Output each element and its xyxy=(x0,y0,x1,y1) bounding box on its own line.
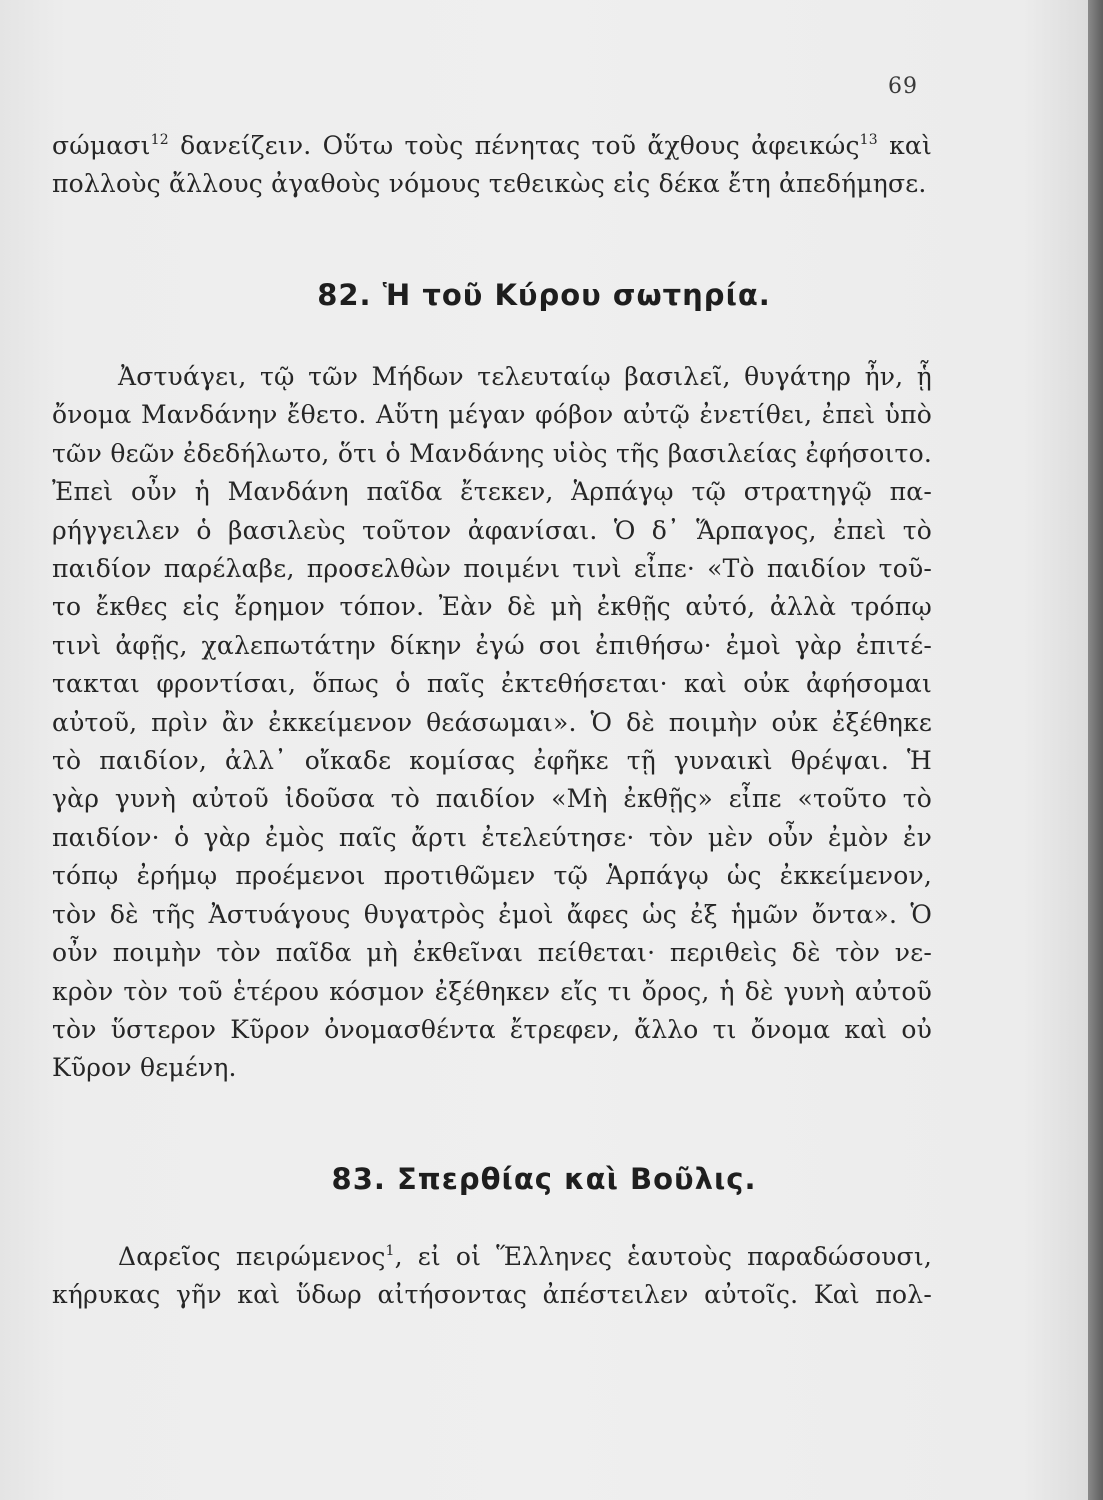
text-line: τὸν ὕστερον Κῦρον ὀνομασθέντα ἔτρεφεν, ἄλλο τι ὄνομα καὶ οὐ xyxy=(52,1014,932,1044)
section-heading: 83. Σπερθίας καὶ Βοῦλις. xyxy=(331,1162,757,1196)
footnote-marker: 1 xyxy=(385,1243,395,1259)
text-line: τῶν θεῶν ἐδεδήλωτο, ὅτι ὁ Μανδάνης υἱὸς τῆς βασιλείας ἐφήσοιτο. xyxy=(52,438,932,468)
text-line: παιδίον· ὁ γὰρ ἐμὸς παῖς ἄρτι ἐτελεύτησε· τὸν μὲν οὖν ἐμὸν ἐν xyxy=(52,822,932,852)
text-line: τόπῳ ἐρήμῳ προέμενοι προτιθῶμεν τῷ Ἁρπάγῳ ὡς ἐκκείμενον, xyxy=(52,861,932,891)
text-line: παιδίον παρέλαβε, προσελθὼν ποιμένι τινὶ εἶπε· «Τὸ παιδίον τοῦ- xyxy=(52,554,932,584)
footnote-marker: 13 xyxy=(859,132,878,148)
text-line: τινὶ ἀφῇς, χαλεπωτάτην δίκην ἐγώ σοι ἐπιθήσω· ἐμοὶ γὰρ ἐπιτέ- xyxy=(52,630,932,660)
text-line: το ἔκθες εἰς ἔρημον τόπον. Ἐὰν δὲ μὴ ἐκθῇς αὐτό, ἀλλὰ τρόπῳ xyxy=(52,592,932,622)
text-line: αὐτοῦ, πρὶν ἂν ἐκκείμενον θεάσωμαι». Ὁ δὲ ποιμὴν οὐκ ἐξέθηκε xyxy=(52,707,932,737)
page-edge xyxy=(1088,0,1103,1500)
text-line: κήρυκας γῆν καὶ ὕδωρ αἰτήσοντας ἀπέστειλεν αὐτοῖς. Καὶ πολ- xyxy=(52,1280,932,1310)
text-line: οὖν ποιμὴν τὸν παῖδα μὴ ἐκθεῖναι πείθεται· περιθεὶς δὲ τὸν νε- xyxy=(52,938,932,968)
page-number: 69 xyxy=(888,74,918,99)
section-heading: 82. Ἡ τοῦ Κύρου σωτηρία. xyxy=(317,278,771,312)
text-line: Ἀστυάγει, τῷ τῶν Μήδων τελευταίῳ βασιλεῖ, θυγάτηρ ἦν, ᾗ xyxy=(118,362,932,391)
text-line: κρὸν τὸν τοῦ ἑτέρου κόσμον ἐξέθηκεν εἴς τι ὄρος, ἡ δὲ γυνὴ αὐτοῦ xyxy=(52,976,932,1006)
text-line: τὸν δὲ τῆς Ἀστυάγους θυγατρὸς ἐμοὶ ἄφες ὡς ἐξ ἡμῶν ὄντα». Ὁ xyxy=(52,899,932,929)
section-83-body xyxy=(52,1238,932,1315)
section-82-body xyxy=(52,358,932,1088)
text-line: Δαρεῖος πειρώμενος$^1$, εἰ οἱ Ἕλληνες ἑαυτοὺς παραδώσουσι, xyxy=(118,1242,932,1271)
text-line: Κῦρον θεμένη. xyxy=(52,1053,237,1083)
text-line: σώμασι$^{12}$ δανείζειν. Οὕτω τοὺς πένητας τοῦ ἄχθους ἀφεικώς$^{13}$ καὶ xyxy=(52,131,933,160)
text-line: τὸ παιδίον, ἀλλ᾽ οἴκαδε κομίσας ἐφῆκε τῇ γυναικὶ θρέψαι. Ἡ xyxy=(52,746,932,776)
text-line: ὄνομα Μανδάνην ἔθετο. Αὕτη μέγαν φόβον αὐτῷ ἐνετίθει, ἐπεὶ ὑπὸ xyxy=(52,400,932,430)
footnote-marker: 12 xyxy=(150,132,169,148)
text-line: ρήγγειλεν ὁ βασιλεὺς τοῦτον ἀφανίσαι. Ὁ δ᾽ Ἅρπαγος, ἐπεὶ τὸ xyxy=(52,515,932,545)
text-line: Ἐπεὶ οὖν ἡ Μανδάνη παῖδα ἔτεκεν, Ἁρπάγῳ τῷ στρατηγῷ πα- xyxy=(52,477,932,507)
intro-paragraph xyxy=(52,127,932,204)
text-line: τακται φροντίσαι, ὅπως ὁ παῖς ἐκτεθήσεται· καὶ οὐκ ἀφήσομαι xyxy=(52,669,932,699)
text-line: γὰρ γυνὴ αὐτοῦ ἰδοῦσα τὸ παιδίον «Μὴ ἐκθῇς» εἶπε «τοῦτο τὸ xyxy=(52,784,932,814)
text-line: πολλοὺς ἄλλους ἀγαθοὺς νόμους τεθεικὼς εἰς δέκα ἔτη ἀπεδήμησε. xyxy=(52,169,927,199)
